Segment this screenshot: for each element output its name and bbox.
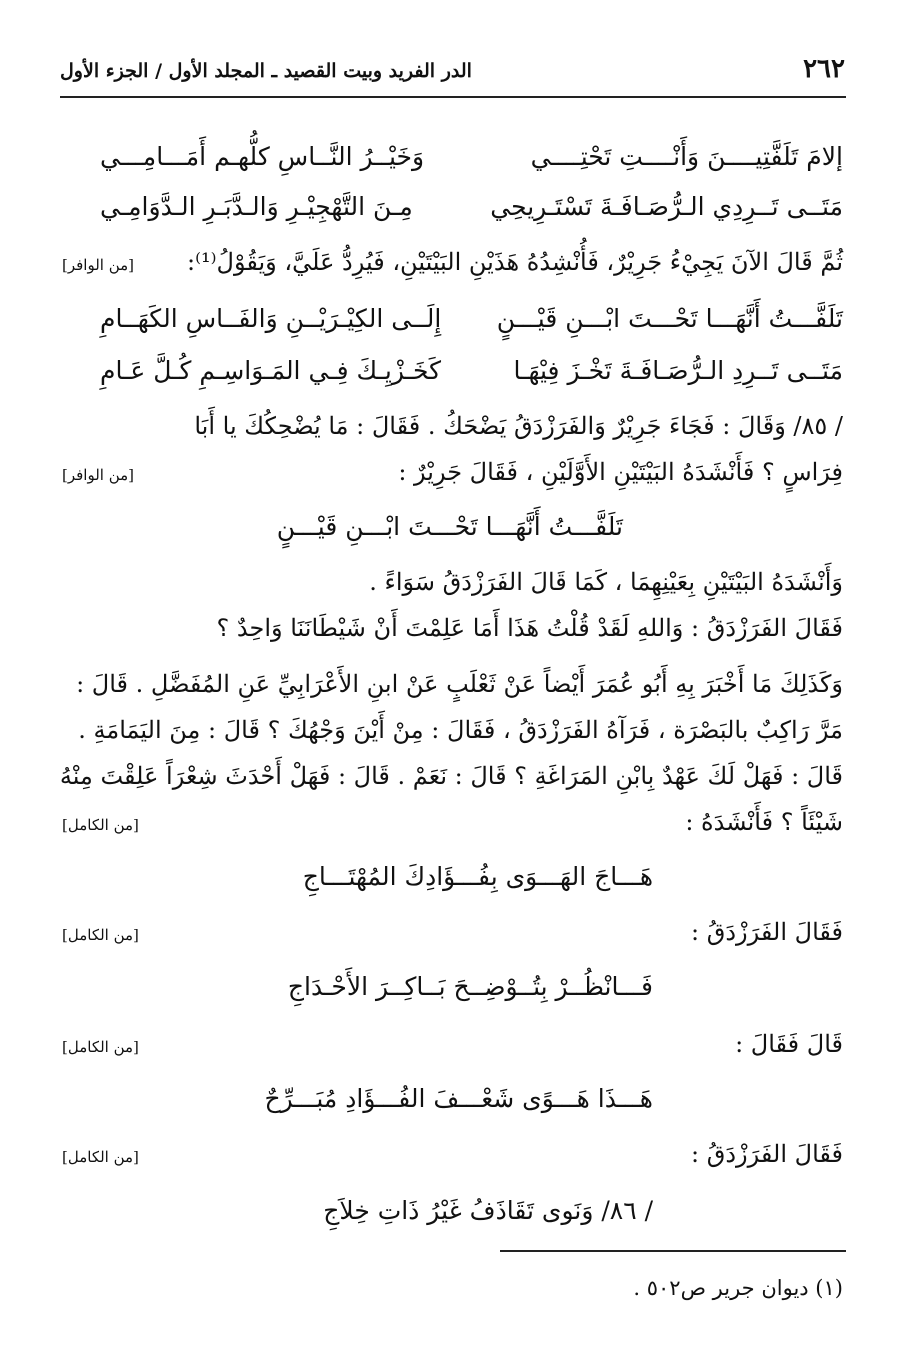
verse-6-hemistich: هَـــاجَ الهَـــوَى بِفُـــؤَادِكَ المُهْتَـــاجِ: [302, 862, 653, 891]
verse-5-hemistich: تَلَفَّـــتُ أَنَّهَـــا تَحْـــتَ ابْـــنِ قَيْـــنٍ: [276, 512, 623, 541]
running-title: الدر الفريد وبيت القصيد ـ المجلد الأول / الجزء الأول: [60, 60, 472, 82]
verse-4-second-hemistich: كَخَـزْيِـكَ فِـي المَـوَاسِـمِ كُـلَّ عَـامِ: [100, 356, 442, 385]
meter-tag: [من الكامل]: [62, 926, 139, 944]
prose-line: شَيْئَاً ؟ فَأَنْشَدَهُ :: [685, 808, 843, 836]
prose-line: مَرَّ رَاكِبٌ بالبَصْرَة ، فَرَآهُ الفَرَزْدَقُ ، فَقَالَ : مِنْ أَيْنَ وَجْهُكَ ؟ قَالَ : مِنَ اليَمَامَةِ .: [78, 716, 843, 744]
footnote-rule: [500, 1250, 846, 1252]
meter-tag: [من الكامل]: [62, 1038, 139, 1056]
meter-tag: [من الوافر]: [62, 466, 135, 484]
meter-tag: [من الكامل]: [62, 1148, 139, 1166]
prose-line: فَقَالَ الفَرَزْدَقُ :: [691, 1140, 843, 1168]
verse-8-hemistich: هَـــذَا هَـــوًى شَعْـــفَ الفُـــؤَادِ مُبَـــرِّحٌ: [264, 1084, 653, 1113]
meter-tag: [من الكامل]: [62, 816, 139, 834]
verse-1-first-hemistich: إلامَ تَلَفَّتِيــــنَ وَأَنْــــتِ تَحْتِــــي: [530, 142, 843, 171]
prose-line: قَالَ فَقَالَ :: [735, 1030, 843, 1058]
verse-2-first-hemistich: مَتَــى تَــرِدِي الـرُّصَـافَـةَ تَسْتَـرِيحِي: [490, 192, 843, 221]
prose-line: وَأَنْشَدَهُ البَيْتَيْنِ بِعَيْنِهِمَا ، كَمَا قَالَ الفَرَزْدَقُ سَوَاءً .: [369, 568, 843, 596]
prose-line: ثُمَّ قَالَ الآنَ يَجِيْءُ جَرِيْرٌ، فَأُنْشِدُهُ هَذَيْنِ البَيْتَيْنِ، فَيُرِدُّ عَلَيَّ، وَيَقُوْلُ⁽¹⁾:: [187, 248, 843, 276]
verse-2-second-hemistich: مِـنَ التَّهْجِيْـرِ وَالـدَّبَـرِ الـدَّوَامِـي: [100, 192, 413, 221]
verse-3-second-hemistich: إِلَــى الكِيْـرَيْــنِ وَالفَــاسِ الكَهَــامِ: [100, 304, 442, 333]
prose-line: قَالَ : فَهَلْ لَكَ عَهْدٌ بِابْنِ المَرَاغَةِ ؟ قَالَ : نَعَمْ . قَالَ : فَهَلْ أَحْدَثَ شِعْرَاً عَلِقْتَ مِنْهُ: [59, 762, 843, 790]
header-rule: [60, 96, 846, 98]
verse-4-first-hemistich: مَتَــى تَــرِدِ الـرُّصَـافَـةَ تَخْـزَ فِيْهَـا: [513, 356, 843, 385]
prose-line: / ٨٥/ وَقَالَ : فَجَاءَ جَرِيْرٌ وَالفَرَزْدَقُ يَضْحَكُ . فَقَالَ : مَا يُضْحِكُكَ يا أَبَا: [194, 412, 843, 440]
footnote-text: (١) ديوان جرير ص٥٠٢ .: [633, 1276, 843, 1300]
verse-9-hemistich: / ٨٦/ وَنَوى تَقَاذَفُ غَيْرُ ذَاتِ خِلاَجِ: [323, 1196, 653, 1225]
page-number: ٢٦٢: [803, 54, 845, 84]
verse-3-first-hemistich: تَلَفَّـــتُ أَنَّهَـــا تَحْـــتَ ابْـــنِ قَيْـــنٍ: [496, 304, 843, 333]
verse-1-second-hemistich: وَخَيْــرُ النَّــاسِ كلُّهـم أَمَـــامِـــي: [100, 142, 425, 171]
verse-7-hemistich: فَـــانْظُــرْ بِتُــوْضِــحَ بَــاكِــرَ الأَحْـدَاجِ: [287, 972, 653, 1001]
prose-line: فَقَالَ الفَرَزْدَقُ :: [691, 918, 843, 946]
prose-line: فَقَالَ الفَرَزْدَقُ : وَاللهِ لَقَدْ قُلْتُ هَذَا أَمَا عَلِمْتَ أَنْ شَيْطَانَنَا وَاحِدٌ ؟: [216, 614, 843, 642]
prose-line: فِرَاسٍ ؟ فَأَنْشَدَهُ البَيْتَيْنِ الأَوَّلَيْنِ ، فَقَالَ جَرِيْرٌ :: [398, 458, 843, 486]
prose-line: وَكَذَلِكَ مَا أَخْبَرَ بِهِ أَبُو عُمَرَ أَيْضاً عَنْ ثَعْلَبٍ عَنْ ابنِ الأَعْرَابِيِّ عَنِ المُفَضَّلِ . قَالَ :: [76, 670, 843, 698]
meter-tag: [من الوافر]: [62, 256, 135, 274]
